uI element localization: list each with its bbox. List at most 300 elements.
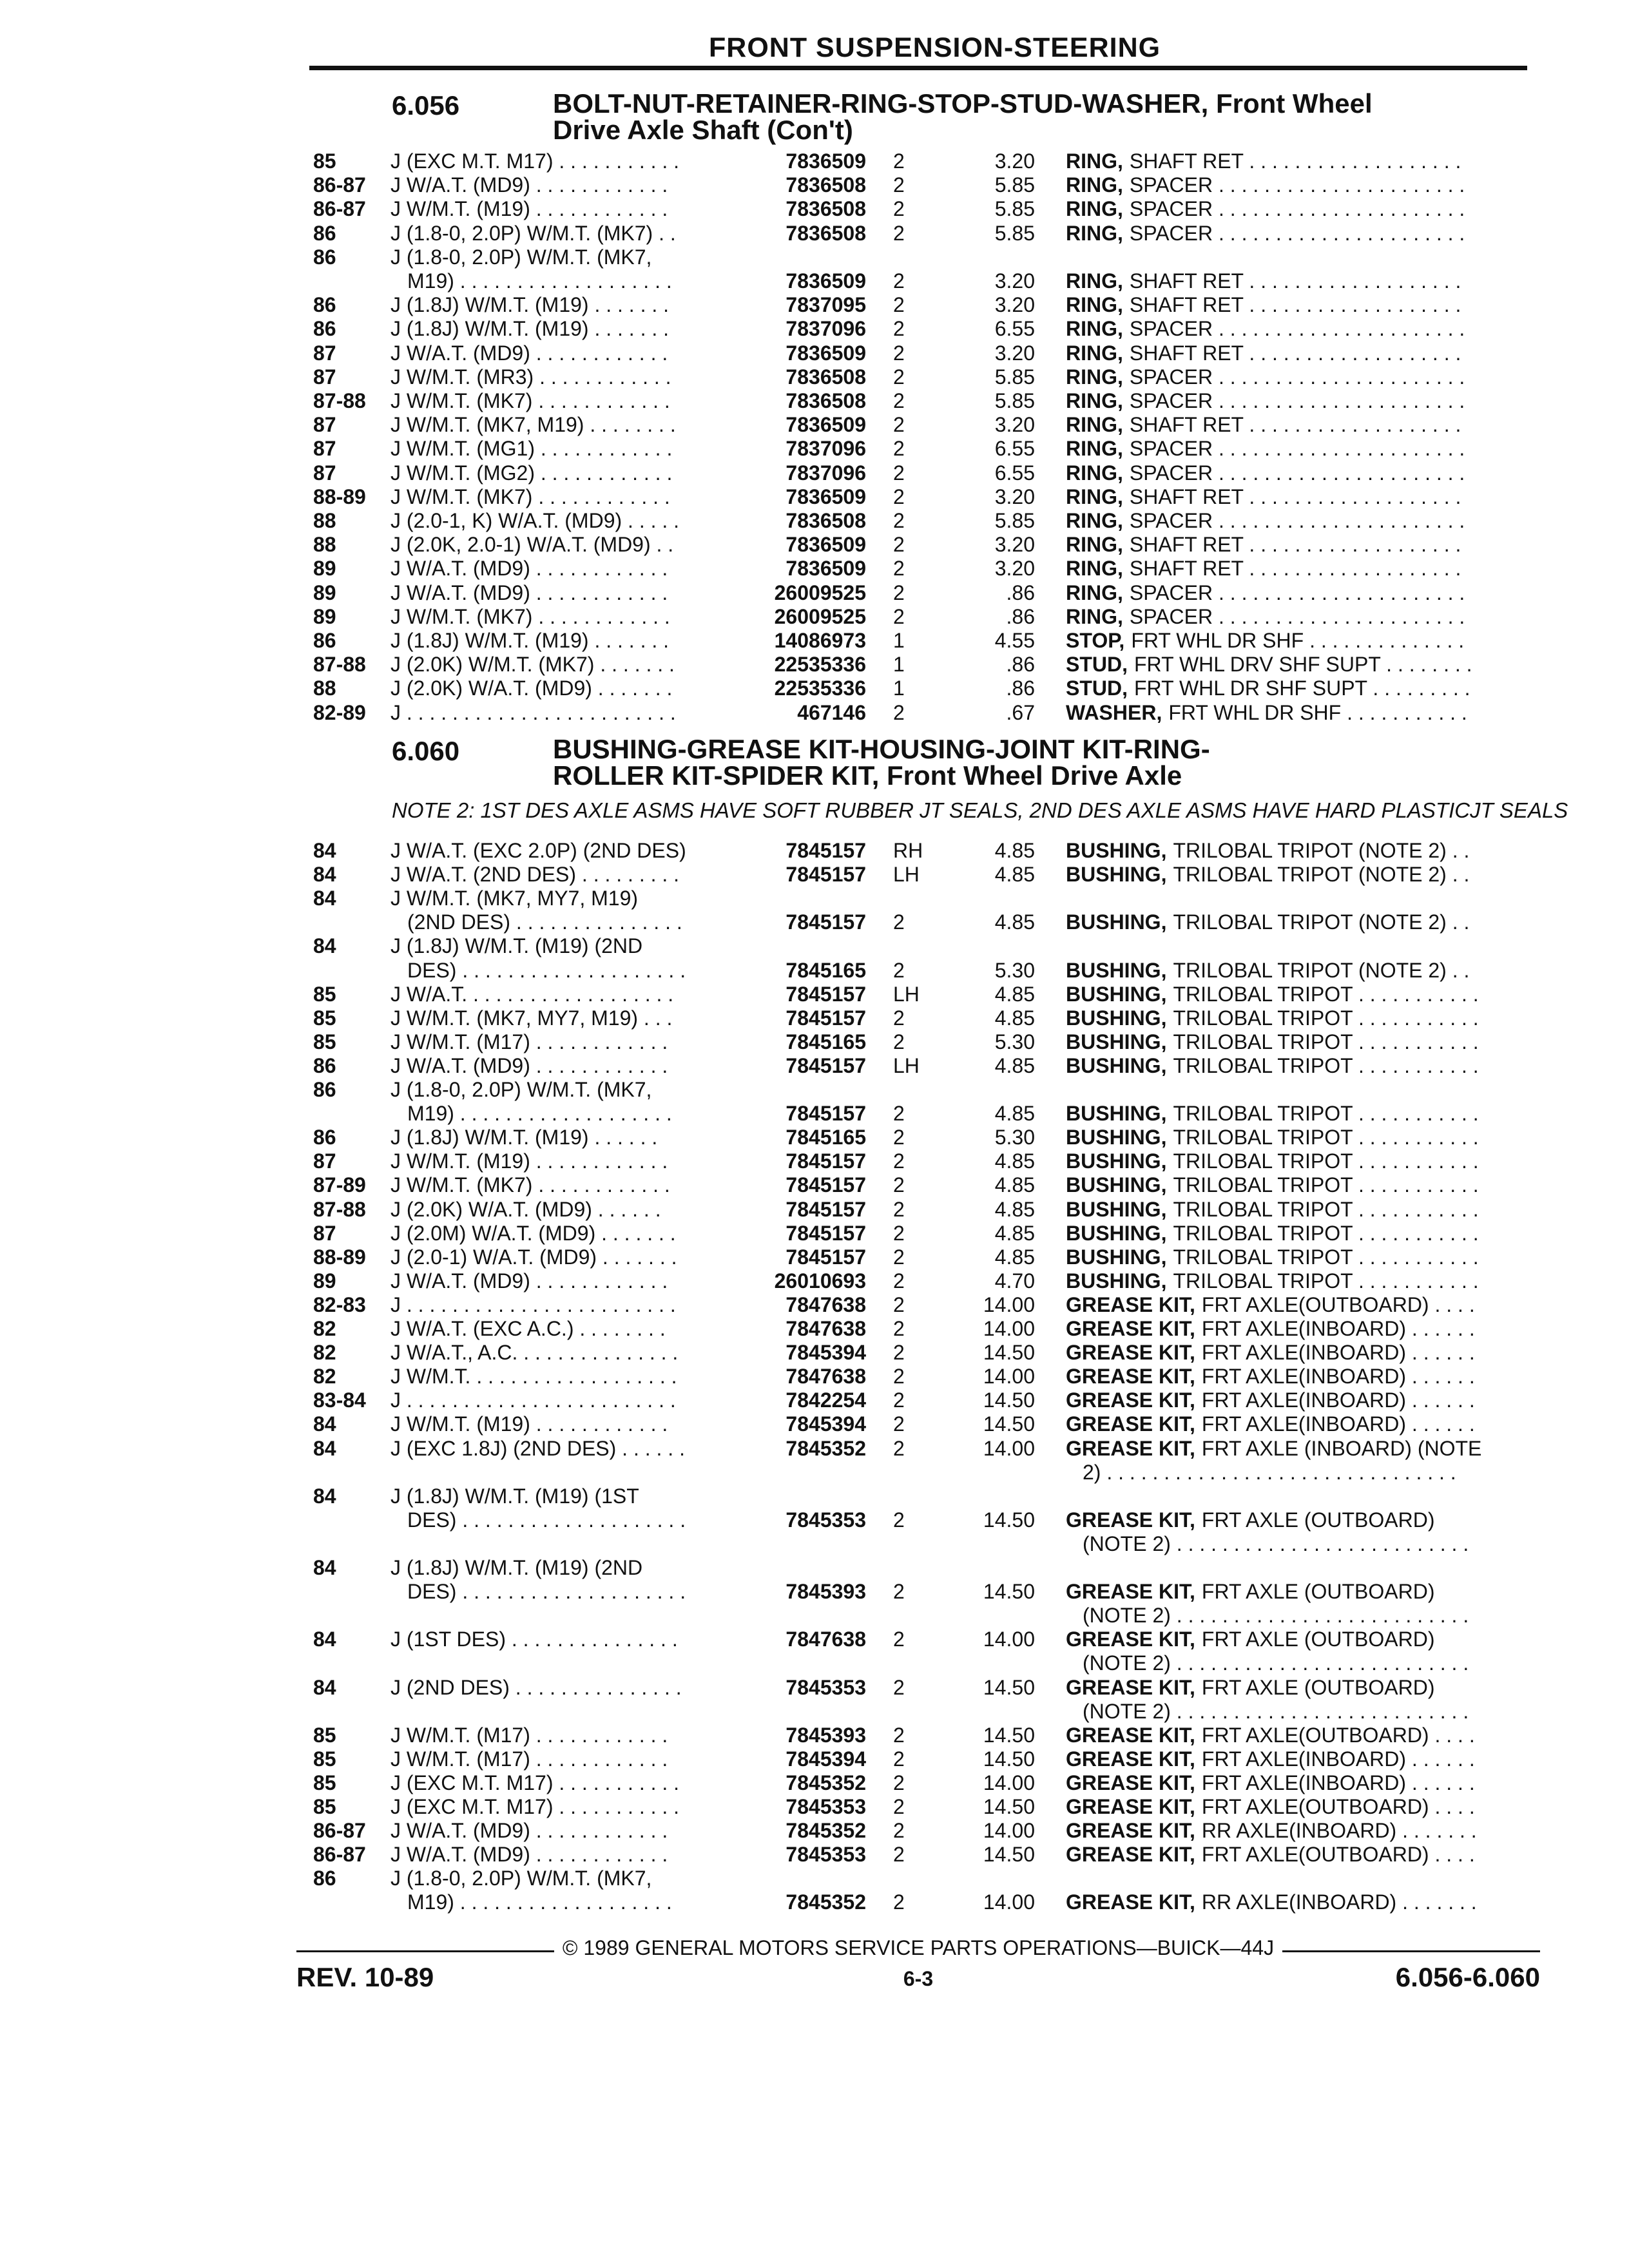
quantity: 1 (893, 629, 905, 652)
part-name (1066, 1365, 1530, 1389)
application-description: J (EXC M.T. M17) . . . . . . . . . . . (390, 149, 680, 173)
price: .67 (1006, 700, 1035, 724)
application-description: J W/A.T. (MD9) . . . . . . . . . . . . (390, 1843, 668, 1867)
application-description: J (2.0-1) W/A.T. (MD9) . . . . . . . (390, 1245, 677, 1269)
page-title: FRONT SUSPENSION-STEERING (709, 32, 1161, 63)
price: 14.00 (983, 1628, 1035, 1651)
part-name-noun: RING, (1066, 269, 1123, 293)
part-name-detail: SHAFT RET . . . . . . . . . . . . . . . . . . . (1129, 149, 1461, 173)
part-name-noun: BUSHING, (1066, 863, 1167, 887)
part-number: 7836509 (786, 149, 866, 173)
part-name (1066, 863, 1530, 887)
part-name-noun: STUD, (1066, 677, 1128, 700)
quantity: 2 (893, 437, 905, 461)
part-name-detail: SPACER . . . . . . . . . . . . . . . . . . . . . . (1129, 221, 1465, 245)
model-year: 87-88 (313, 1197, 366, 1221)
part-name (1066, 173, 1530, 197)
model-year: 87 (313, 1149, 336, 1173)
part-name-noun: GREASE KIT, (1066, 1389, 1195, 1412)
price: .86 (1006, 581, 1035, 604)
price: 4.85 (994, 982, 1035, 1006)
part-name-noun: BUSHING, (1066, 1173, 1167, 1197)
quantity: 2 (893, 910, 905, 934)
part-name-noun: STOP, (1066, 629, 1125, 652)
footer-page-number: 6-3 (903, 1967, 934, 1990)
part-name (1066, 413, 1530, 437)
quantity: 2 (893, 1197, 905, 1221)
part-name-noun: BUSHING, (1066, 1126, 1167, 1149)
application-description: J W/M.T. (MK7, MY7, M19) (390, 887, 639, 910)
application-description: J (EXC 1.8J) (2ND DES) . . . . . . (390, 1436, 685, 1460)
price: 5.30 (994, 958, 1035, 982)
quantity: 2 (893, 1795, 905, 1818)
application-description: J W/M.T. (MR3) . . . . . . . . . . . . (390, 365, 671, 389)
part-name-detail: RR AXLE(INBOARD) . . . . . . . (1201, 1890, 1477, 1914)
model-year: 84 (313, 887, 336, 910)
quantity: 2 (893, 293, 905, 317)
application-description: J (2.0K) W/A.T. (MD9) . . . . . . . (390, 677, 673, 700)
price: 3.20 (994, 413, 1035, 437)
application-description: J W/M.T. (MG1) . . . . . . . . . . . . (390, 437, 673, 461)
part-number: 26009525 (774, 604, 866, 628)
part-name-detail: TRILOBAL TRIPOT . . . . . . . . . . . (1173, 1173, 1479, 1197)
model-year: 86 (313, 1078, 336, 1101)
part-name-noun: GREASE KIT, (1066, 1317, 1195, 1340)
part-name-detail: FRT AXLE(INBOARD) . . . . . . (1201, 1317, 1475, 1340)
part-name-detail: TRILOBAL TRIPOT (NOTE 2) . . (1173, 958, 1470, 982)
application-description: J (EXC M.T. M17) . . . . . . . . . . . (390, 1795, 680, 1818)
part-name-detail: TRILOBAL TRIPOT . . . . . . . . . . . (1173, 1126, 1479, 1149)
part-name-noun: GREASE KIT, (1066, 1819, 1195, 1843)
application-description: J W/M.T. (MK7) . . . . . . . . . . . . (390, 485, 670, 508)
part-name-noun: STUD, (1066, 653, 1128, 677)
part-name (1066, 485, 1530, 509)
part-name-noun: BUSHING, (1066, 1006, 1167, 1030)
model-year: 89 (313, 557, 336, 581)
quantity: 2 (893, 389, 905, 412)
price: 14.50 (983, 1412, 1035, 1436)
part-name-noun: BUSHING, (1066, 1053, 1167, 1077)
part-number: 7847638 (786, 1317, 866, 1340)
application-description: J W/M.T. (M19) . . . . . . . . . . . . (390, 197, 668, 221)
part-name-detail: FRT AXLE(OUTBOARD) . . . . (1201, 1723, 1475, 1747)
quantity: 2 (893, 1412, 905, 1436)
model-year: 86-87 (313, 1843, 366, 1867)
part-number: 7845157 (786, 982, 866, 1006)
part-name (1066, 1890, 1530, 1914)
price: .86 (1006, 677, 1035, 700)
part-name (1066, 1126, 1530, 1149)
price: 14.50 (983, 1341, 1035, 1365)
application-description: J (1.8J) W/M.T. (M19) . . . . . . . (390, 293, 670, 317)
application-description: J (1.8-0, 2.0P) W/M.T. (MK7, (390, 1867, 652, 1890)
quantity: 2 (893, 1317, 905, 1340)
part-name-detail: FRT AXLE(INBOARD) . . . . . . (1201, 1747, 1475, 1771)
part-name (1066, 1843, 1530, 1867)
part-name-noun: RING, (1066, 413, 1123, 437)
price: 4.85 (994, 1197, 1035, 1221)
application-description: J W/A.T. (EXC 2.0P) (2ND DES) (390, 839, 686, 862)
price: 6.55 (994, 317, 1035, 341)
part-number: 7847638 (786, 1293, 866, 1316)
part-name-detail: TRILOBAL TRIPOT . . . . . . . . . . . (1173, 1245, 1479, 1269)
part-name-detail: TRILOBAL TRIPOT . . . . . . . . . . . (1173, 1030, 1479, 1053)
part-name (1066, 1341, 1530, 1365)
part-name (1066, 1676, 1530, 1700)
section-title-line: ROLLER KIT-SPIDER KIT, Front Wheel Drive Axle (553, 760, 1182, 791)
application-description-continued: (2ND DES) . . . . . . . . . . . . . . . (407, 910, 682, 934)
price: 4.85 (994, 839, 1035, 862)
quantity: 2 (893, 413, 905, 437)
price: 3.20 (994, 533, 1035, 557)
quantity: 2 (893, 1771, 905, 1794)
application-description: J W/M.T. (MK7, M19) . . . . . . . . (390, 413, 676, 437)
quantity: 2 (893, 557, 905, 581)
application-description: J . . . . . . . . . . . . . . . . . . . . . . . . (390, 1293, 676, 1316)
application-description: J W/M.T. (M19) . . . . . . . . . . . . (390, 1412, 668, 1436)
footer-copyright: © 1989 GENERAL MOTORS SERVICE PARTS OPERATIONS—BUICK—44J (562, 1936, 1275, 1959)
part-number: 22535336 (774, 653, 866, 677)
part-name (1066, 1508, 1530, 1532)
quantity: LH (893, 1053, 920, 1077)
quantity: 2 (893, 1628, 905, 1651)
quantity: 2 (893, 1293, 905, 1316)
quantity: 1 (893, 653, 905, 677)
application-description: J W/A.T. (MD9) . . . . . . . . . . . . (390, 1819, 668, 1843)
quantity: LH (893, 982, 920, 1006)
price: 4.85 (994, 1149, 1035, 1173)
part-number: 7836509 (786, 269, 866, 293)
price: 14.00 (983, 1365, 1035, 1389)
part-name-detail: SHAFT RET . . . . . . . . . . . . . . . . . . . (1129, 341, 1461, 365)
part-name-noun: RING, (1066, 317, 1123, 341)
model-year: 88-89 (313, 1245, 366, 1269)
price: 4.85 (994, 1053, 1035, 1077)
price: 4.85 (994, 1221, 1035, 1245)
model-year: 88-89 (313, 485, 366, 508)
part-number: 7836508 (786, 365, 866, 389)
part-name-noun: RING, (1066, 437, 1123, 461)
part-name-detail: FRT WHL DR SHF . . . . . . . . . . . . . . (1131, 629, 1465, 652)
price: 3.20 (994, 557, 1035, 581)
price: 14.50 (983, 1389, 1035, 1412)
part-name-detail: SHAFT RET . . . . . . . . . . . . . . . . . . . (1129, 269, 1461, 293)
part-name-detail: TRILOBAL TRIPOT . . . . . . . . . . . (1173, 1006, 1479, 1030)
part-name-noun: RING, (1066, 197, 1123, 221)
part-number: 7845353 (786, 1508, 866, 1532)
part-name-detail: TRILOBAL TRIPOT . . . . . . . . . . . (1173, 1269, 1479, 1293)
model-year: 86 (313, 1053, 336, 1077)
part-name (1066, 1795, 1530, 1819)
price: 14.50 (983, 1723, 1035, 1747)
part-name-detail: SPACER . . . . . . . . . . . . . . . . . . . . . . (1129, 581, 1465, 604)
part-number: 7845353 (786, 1795, 866, 1818)
model-year: 84 (313, 934, 336, 958)
model-year: 84 (313, 1675, 336, 1699)
part-number: 7836508 (786, 389, 866, 412)
quantity: 2 (893, 1675, 905, 1699)
price: 14.50 (983, 1675, 1035, 1699)
model-year: 87 (313, 1221, 336, 1245)
price: 4.85 (994, 1006, 1035, 1030)
model-year: 85 (313, 1771, 336, 1794)
part-number: 7845352 (786, 1436, 866, 1460)
part-name-noun: RING, (1066, 365, 1123, 389)
part-name-noun: GREASE KIT, (1066, 1365, 1195, 1389)
part-name-noun: BUSHING, (1066, 910, 1167, 934)
part-name-noun: BUSHING, (1066, 1221, 1167, 1245)
application-description: J W/M.T. (MK7) . . . . . . . . . . . . (390, 389, 670, 412)
part-number: 7837096 (786, 461, 866, 485)
part-name (1066, 365, 1530, 389)
price: 5.85 (994, 221, 1035, 245)
part-number: 7845352 (786, 1890, 866, 1914)
part-name-noun: GREASE KIT, (1066, 1771, 1195, 1794)
part-name-noun: GREASE KIT, (1066, 1795, 1195, 1818)
section-title (553, 90, 1616, 143)
part-number: 26009525 (774, 581, 866, 604)
model-year: 87 (313, 413, 336, 437)
quantity: 2 (893, 1365, 905, 1389)
application-description: J (1.8J) W/M.T. (M19) (1ST (390, 1484, 639, 1508)
part-name-detail: FRT AXLE (OUTBOARD) (1201, 1508, 1435, 1532)
model-year: 88 (313, 533, 336, 557)
part-name-noun: RING, (1066, 149, 1123, 173)
quantity: 2 (893, 1580, 905, 1604)
part-name (1066, 1724, 1530, 1747)
part-name-noun: RING, (1066, 173, 1123, 197)
application-description: J W/A.T. (EXC A.C.) . . . . . . . . (390, 1317, 666, 1340)
application-description: J (2ND DES) . . . . . . . . . . . . . . . (390, 1675, 682, 1699)
application-description-continued: M19) . . . . . . . . . . . . . . . . . . . (407, 1102, 672, 1126)
part-name (1066, 509, 1530, 533)
price: 6.55 (994, 437, 1035, 461)
part-number: 7845352 (786, 1819, 866, 1843)
part-name (1066, 317, 1530, 341)
part-name-detail: SHAFT RET . . . . . . . . . . . . . . . . . . . (1129, 485, 1461, 508)
part-number: 7845352 (786, 1771, 866, 1794)
part-number: 7837096 (786, 437, 866, 461)
part-name (1066, 1245, 1530, 1269)
part-name (1066, 1580, 1530, 1604)
application-description: J W/A.T. (MD9) . . . . . . . . . . . . (390, 581, 668, 604)
price: 4.70 (994, 1269, 1035, 1293)
price: 4.85 (994, 863, 1035, 887)
part-number: 7845157 (786, 1245, 866, 1269)
part-name (1066, 1293, 1530, 1317)
application-description: J W/A.T. (MD9) . . . . . . . . . . . . (390, 341, 668, 365)
part-name-detail: RR AXLE(INBOARD) . . . . . . . (1201, 1819, 1477, 1843)
price: .86 (1006, 653, 1035, 677)
section-number: 6.060 (392, 736, 460, 766)
part-number: 7836508 (786, 173, 866, 197)
part-name-noun: GREASE KIT, (1066, 1436, 1195, 1460)
application-description: J W/M.T. (M19) . . . . . . . . . . . . (390, 1149, 668, 1173)
part-name-noun: GREASE KIT, (1066, 1675, 1195, 1699)
part-name-noun: RING, (1066, 293, 1123, 317)
part-name-detail: FRT AXLE(INBOARD) . . . . . . (1201, 1389, 1475, 1412)
application-description: J (1ST DES) . . . . . . . . . . . . . . . (390, 1628, 678, 1651)
part-name-noun: BUSHING, (1066, 1102, 1167, 1126)
part-number: 7836508 (786, 221, 866, 245)
price: 5.85 (994, 173, 1035, 197)
model-year: 82 (313, 1365, 336, 1389)
application-description: J W/A.T. (MD9) . . . . . . . . . . . . (390, 1053, 668, 1077)
part-number: 7845394 (786, 1412, 866, 1436)
quantity: 2 (893, 700, 905, 724)
model-year: 85 (313, 1747, 336, 1771)
part-number: 7845353 (786, 1843, 866, 1867)
part-name-noun: BUSHING, (1066, 1245, 1167, 1269)
part-name-noun: WASHER, (1066, 700, 1162, 724)
part-name-detail: FRT AXLE(INBOARD) . . . . . . (1201, 1365, 1475, 1389)
part-number: 7836509 (786, 341, 866, 365)
part-number: 7845157 (786, 863, 866, 887)
part-name (1066, 959, 1530, 983)
model-year: 86-87 (313, 173, 366, 197)
application-description: J W/A.T. (MD9) . . . . . . . . . . . . (390, 1269, 668, 1293)
part-name (1066, 149, 1530, 173)
part-name (1066, 1054, 1530, 1078)
model-year: 84 (313, 1436, 336, 1460)
part-number: 7836509 (786, 485, 866, 508)
footer-rule (296, 1950, 554, 1952)
part-name (1066, 341, 1530, 365)
part-name (1066, 1819, 1530, 1843)
model-year: 85 (313, 1795, 336, 1818)
section-title-line: BOLT-NUT-RETAINER-RING-STOP-STUD-WASHER, Front Wheel (553, 88, 1373, 119)
quantity: 2 (893, 197, 905, 221)
application-description: J W/A.T. (MD9) . . . . . . . . . . . . (390, 173, 668, 197)
quantity: 2 (893, 1126, 905, 1149)
model-year: 84 (313, 1556, 336, 1579)
part-name (1066, 839, 1530, 863)
model-year: 86 (313, 221, 336, 245)
model-year: 87-88 (313, 389, 366, 412)
part-name-noun: GREASE KIT, (1066, 1293, 1195, 1316)
price: 4.85 (994, 1245, 1035, 1269)
price: 14.00 (983, 1317, 1035, 1340)
part-name-noun: GREASE KIT, (1066, 1843, 1195, 1867)
price: 3.20 (994, 269, 1035, 293)
part-name (1066, 1771, 1530, 1795)
application-description: J W/A.T. . . . . . . . . . . . . . . . . . . (390, 982, 674, 1006)
quantity: 2 (893, 1149, 905, 1173)
quantity: 2 (893, 149, 905, 173)
part-name-noun: BUSHING, (1066, 1269, 1167, 1293)
price: 3.20 (994, 149, 1035, 173)
model-year: 86-87 (313, 1819, 366, 1843)
price: 4.85 (994, 910, 1035, 934)
part-number: 7845157 (786, 1173, 866, 1197)
part-name (1066, 1198, 1530, 1222)
price: 4.85 (994, 1173, 1035, 1197)
quantity: 2 (893, 1269, 905, 1293)
part-name-noun: GREASE KIT, (1066, 1628, 1195, 1651)
part-name-detail: TRILOBAL TRIPOT . . . . . . . . . . . (1173, 1197, 1479, 1221)
part-name-detail: FRT AXLE (INBOARD) (NOTE (1201, 1436, 1482, 1460)
application-description: J W/M.T. (M17) . . . . . . . . . . . . (390, 1723, 668, 1747)
part-name-detail: TRILOBAL TRIPOT . . . . . . . . . . . (1173, 1149, 1479, 1173)
application-description: J . . . . . . . . . . . . . . . . . . . . . . . . (390, 1389, 676, 1412)
price: 5.85 (994, 509, 1035, 532)
quantity: 2 (893, 1723, 905, 1747)
application-description: J (1.8J) W/M.T. (M19) . . . . . . . (390, 317, 670, 341)
price: 14.50 (983, 1795, 1035, 1818)
part-name-detail: FRT WHL DR SHF . . . . . . . . . . . (1168, 700, 1467, 724)
part-name-detail: FRT AXLE(INBOARD) . . . . . . (1201, 1412, 1475, 1436)
part-name-noun: RING, (1066, 581, 1123, 604)
application-description: J (EXC M.T. M17) . . . . . . . . . . . (390, 1771, 680, 1794)
part-name-noun: BUSHING, (1066, 1030, 1167, 1053)
application-description: J W/A.T., A.C. . . . . . . . . . . . . . . (390, 1341, 679, 1365)
part-name-noun: BUSHING, (1066, 839, 1167, 862)
part-name (1066, 701, 1530, 725)
model-year: 87 (313, 365, 336, 389)
model-year: 85 (313, 1030, 336, 1053)
part-number: 7845393 (786, 1580, 866, 1604)
quantity: 2 (893, 221, 905, 245)
model-year: 82 (313, 1341, 336, 1365)
part-name-noun: GREASE KIT, (1066, 1747, 1195, 1771)
part-name-detail: TRILOBAL TRIPOT . . . . . . . . . . . (1173, 982, 1479, 1006)
application-description: J (1.8J) W/M.T. (M19) (2ND (390, 1556, 643, 1579)
price: 4.85 (994, 1102, 1035, 1126)
part-number: 7836509 (786, 533, 866, 557)
quantity: 2 (893, 485, 905, 508)
model-year: 87-88 (313, 653, 366, 677)
part-name (1066, 910, 1530, 934)
part-number: 7845165 (786, 1030, 866, 1053)
model-year: 89 (313, 604, 336, 628)
application-description: J (1.8-0, 2.0P) W/M.T. (MK7) . . (390, 221, 676, 245)
part-name-detail: FRT AXLE(OUTBOARD) . . . . (1201, 1843, 1475, 1867)
application-description: J W/M.T. (MK7) . . . . . . . . . . . . (390, 1173, 670, 1197)
part-name (1066, 1102, 1530, 1126)
part-name-noun: RING, (1066, 221, 1123, 245)
part-number: 7845157 (786, 1197, 866, 1221)
application-description: J (2.0K) W/M.T. (MK7) . . . . . . . (390, 653, 675, 677)
part-name-detail: SPACER . . . . . . . . . . . . . . . . . . . . . . (1129, 317, 1465, 341)
part-name (1066, 1437, 1530, 1461)
part-name-detail: TRILOBAL TRIPOT (NOTE 2) . . (1173, 839, 1470, 862)
part-name-detail: SHAFT RET . . . . . . . . . . . . . . . . . . . (1129, 293, 1461, 317)
part-name-detail: SPACER . . . . . . . . . . . . . . . . . . . . . . (1129, 509, 1465, 532)
price: 14.00 (983, 1819, 1035, 1843)
part-name (1066, 629, 1530, 653)
part-name (1066, 389, 1530, 413)
part-name-detail: SHAFT RET . . . . . . . . . . . . . . . . . . . (1129, 533, 1461, 557)
part-name (1066, 557, 1530, 581)
quantity: 2 (893, 1341, 905, 1365)
model-year: 82 (313, 1317, 336, 1340)
part-number: 7845165 (786, 1126, 866, 1149)
quantity: 1 (893, 677, 905, 700)
part-name-continued: (NOTE 2) . . . . . . . . . . . . . . . . . . . . . . . . . . (1083, 1604, 1469, 1628)
part-name-noun: GREASE KIT, (1066, 1723, 1195, 1747)
part-name (1066, 581, 1530, 605)
quantity: 2 (893, 533, 905, 557)
part-name (1066, 293, 1530, 317)
part-number: 7845157 (786, 1006, 866, 1030)
part-name (1066, 1269, 1530, 1293)
part-number: 7836509 (786, 413, 866, 437)
model-year: 86 (313, 245, 336, 269)
part-number: 14086973 (774, 629, 866, 652)
part-name-detail: TRILOBAL TRIPOT (NOTE 2) . . (1173, 910, 1470, 934)
part-name-detail: SPACER . . . . . . . . . . . . . . . . . . . . . . (1129, 197, 1465, 221)
part-number: 7845157 (786, 839, 866, 862)
